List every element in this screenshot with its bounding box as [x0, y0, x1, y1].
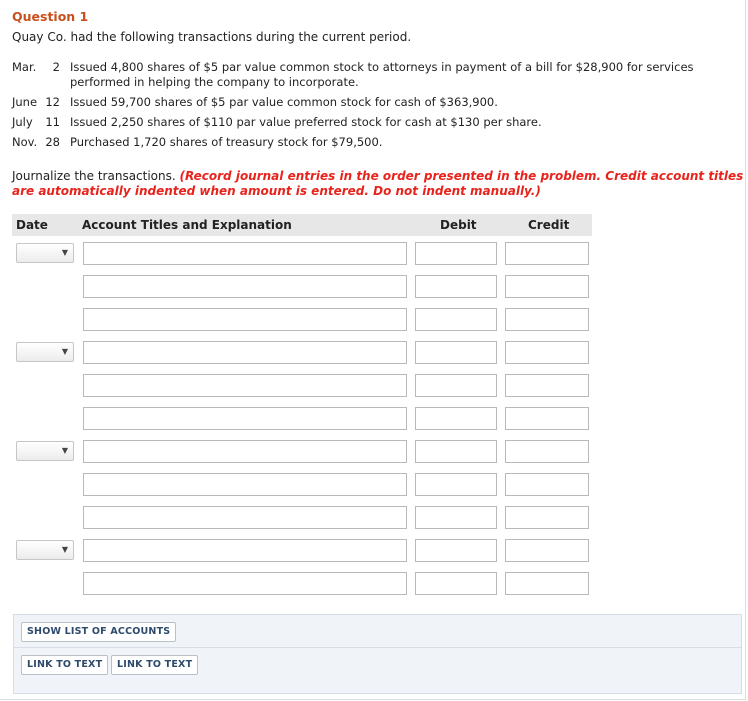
header-debit: Debit	[440, 218, 477, 232]
debit-input[interactable]	[415, 242, 497, 265]
header-date: Date	[16, 218, 48, 232]
transaction-day: 11	[45, 115, 60, 129]
account-title-input[interactable]	[83, 506, 407, 529]
credit-input[interactable]	[505, 374, 589, 397]
instructions-lead: Journalize the transactions.	[12, 169, 180, 183]
header-credit: Credit	[528, 218, 570, 232]
show-list-of-accounts-button[interactable]: SHOW LIST OF ACCOUNTS	[21, 622, 176, 642]
dropdown-arrow-icon: ▼	[61, 248, 68, 257]
debit-input[interactable]	[415, 341, 497, 364]
credit-input[interactable]	[505, 407, 589, 430]
transaction-row	[12, 95, 742, 110]
credit-input[interactable]	[505, 473, 589, 496]
account-title-input[interactable]	[83, 473, 407, 496]
question-title: Question 1	[12, 9, 89, 24]
transaction-month: Nov.	[12, 135, 38, 149]
account-title-input[interactable]	[83, 539, 407, 562]
transaction-day: 12	[45, 95, 60, 109]
account-title-input[interactable]	[83, 407, 407, 430]
credit-input[interactable]	[505, 308, 589, 331]
transaction-month: Mar.	[12, 60, 37, 74]
transaction-row	[12, 60, 742, 90]
transaction-description: Issued 2,250 shares of $110 par value preferred stock for cash at $130 per share.	[70, 115, 542, 129]
date-select[interactable]	[16, 441, 74, 461]
date-select[interactable]	[16, 540, 74, 560]
account-title-input[interactable]	[83, 440, 407, 463]
transaction-description-cont: performed in helping the company to incorporate.	[70, 75, 359, 89]
credit-input[interactable]	[505, 275, 589, 298]
date-select[interactable]	[16, 243, 74, 263]
credit-input[interactable]	[505, 440, 589, 463]
header-account: Account Titles and Explanation	[82, 218, 292, 232]
transaction-description: Issued 59,700 shares of $5 par value common stock for cash of $363,900.	[70, 95, 498, 109]
credit-input[interactable]	[505, 572, 589, 595]
credit-input[interactable]	[505, 506, 589, 529]
account-title-input[interactable]	[83, 308, 407, 331]
transaction-day: 28	[45, 135, 60, 149]
debit-input[interactable]	[415, 506, 497, 529]
debit-input[interactable]	[415, 308, 497, 331]
question-intro: Quay Co. had the following transactions during the current period.	[12, 30, 412, 44]
link-to-text-button[interactable]: LINK TO TEXT	[21, 655, 108, 675]
transaction-month: June	[12, 95, 38, 109]
panel-divider	[14, 647, 741, 648]
account-title-input[interactable]	[83, 374, 407, 397]
link-to-text-button[interactable]: LINK TO TEXT	[111, 655, 198, 675]
date-select[interactable]	[16, 342, 74, 362]
dropdown-arrow-icon: ▼	[61, 545, 68, 554]
debit-input[interactable]	[415, 440, 497, 463]
debit-input[interactable]	[415, 407, 497, 430]
resource-panel	[13, 614, 742, 694]
account-title-input[interactable]	[83, 341, 407, 364]
debit-input[interactable]	[415, 572, 497, 595]
credit-input[interactable]	[505, 242, 589, 265]
debit-input[interactable]	[415, 275, 497, 298]
debit-input[interactable]	[415, 473, 497, 496]
instructions	[12, 169, 746, 199]
debit-input[interactable]	[415, 374, 497, 397]
transaction-row	[12, 115, 742, 130]
transaction-description: Issued 4,800 shares of $5 par value common stock to attorneys in payment of a bill for $28,900 for services	[70, 60, 694, 74]
credit-input[interactable]	[505, 539, 589, 562]
credit-input[interactable]	[505, 341, 589, 364]
debit-input[interactable]	[415, 539, 497, 562]
dropdown-arrow-icon: ▼	[61, 347, 68, 356]
transaction-month: July	[12, 115, 33, 129]
account-title-input[interactable]	[83, 242, 407, 265]
transaction-description: Purchased 1,720 shares of treasury stock for $79,500.	[70, 135, 383, 149]
transaction-day: 2	[52, 60, 60, 74]
instructions-emphasis: (Record journal entries in the order presented in the problem. Credit account titles are automatically indented when amount is entered. Do not indent manually.)	[12, 169, 744, 198]
dropdown-arrow-icon: ▼	[61, 446, 68, 455]
account-title-input[interactable]	[83, 572, 407, 595]
account-title-input[interactable]	[83, 275, 407, 298]
journal-table-header	[12, 214, 592, 236]
transaction-row	[12, 135, 742, 150]
